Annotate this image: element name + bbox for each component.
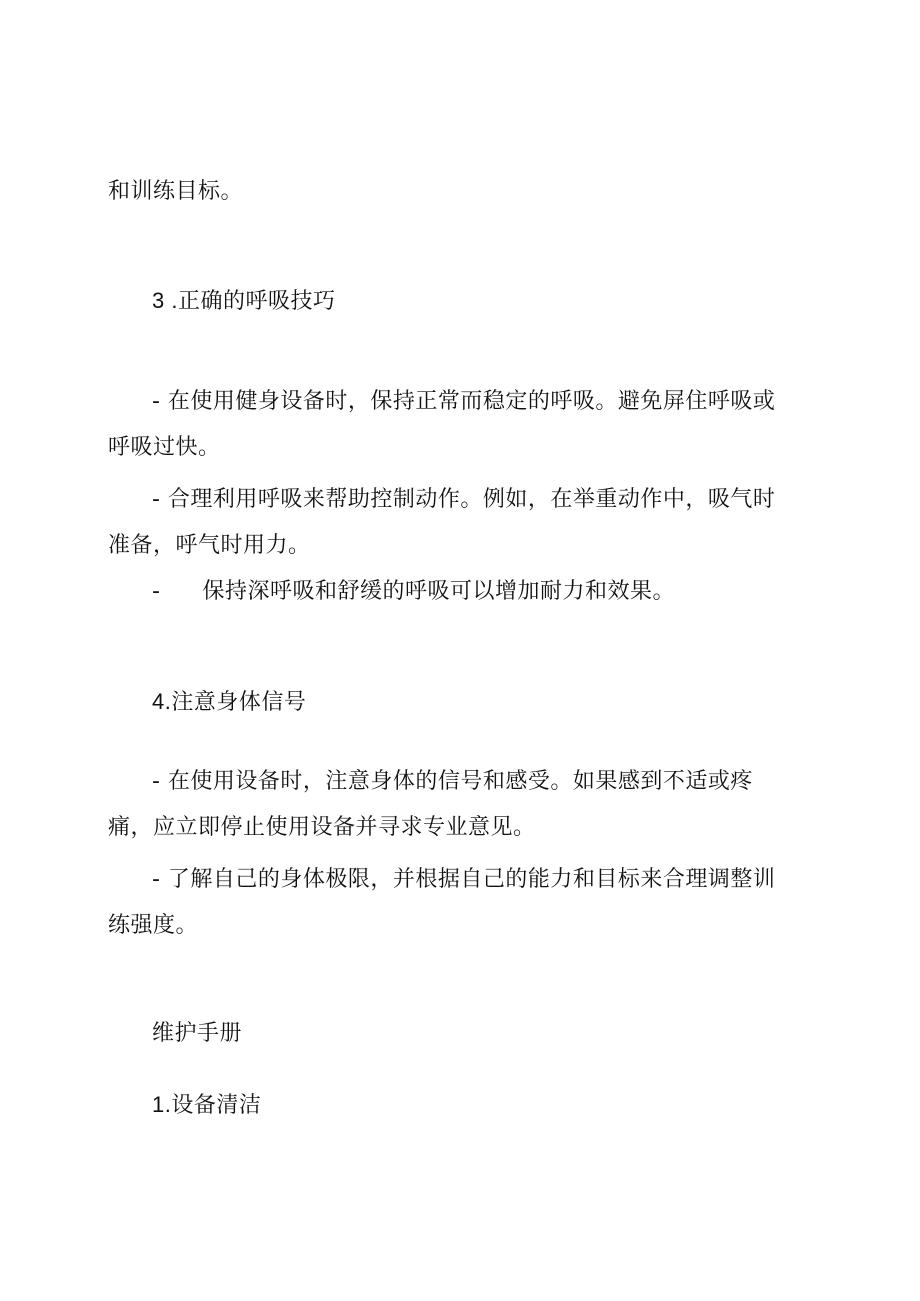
section3-heading: 3 .正确的呼吸技巧 <box>152 288 336 313</box>
section4-bullet2-line2: 练强度。 <box>108 913 199 938</box>
section3-bullet2-line1: - 合理利用呼吸来帮助控制动作。例如，在举重动作中，吸气时 <box>152 487 776 512</box>
intro-tail-text: 和训练目标。 <box>108 179 244 204</box>
section4-bullet1-line1: - 在使用设备时，注意身体的信号和感受。如果感到不适或疼 <box>152 769 753 794</box>
maintenance-item1-heading: 1.设备清洁 <box>152 1092 262 1117</box>
bullet-dash: - <box>152 579 161 604</box>
section3-bullet3-text: 保持深呼吸和舒缓的呼吸可以增加耐力和效果。 <box>202 579 675 604</box>
section4-bullet1-line2: 痛，应立即停止使用设备并寻求专业意见。 <box>108 815 536 840</box>
section3-bullet3 <box>152 578 675 606</box>
maintenance-title: 维护手册 <box>152 1020 243 1045</box>
section3-bullet1-line1: - 在使用健身设备时，保持正常而稳定的呼吸。避免屏住呼吸或 <box>152 389 776 414</box>
section3-bullet1-line2: 呼吸过快。 <box>108 435 221 460</box>
section4-heading: 4.注意身体信号 <box>152 689 307 714</box>
section4-bullet2-line1: - 了解自己的身体极限，并根据自己的能力和目标来合理调整训 <box>152 867 776 892</box>
section3-bullet2-line2: 准备，呼气时用力。 <box>108 533 311 558</box>
